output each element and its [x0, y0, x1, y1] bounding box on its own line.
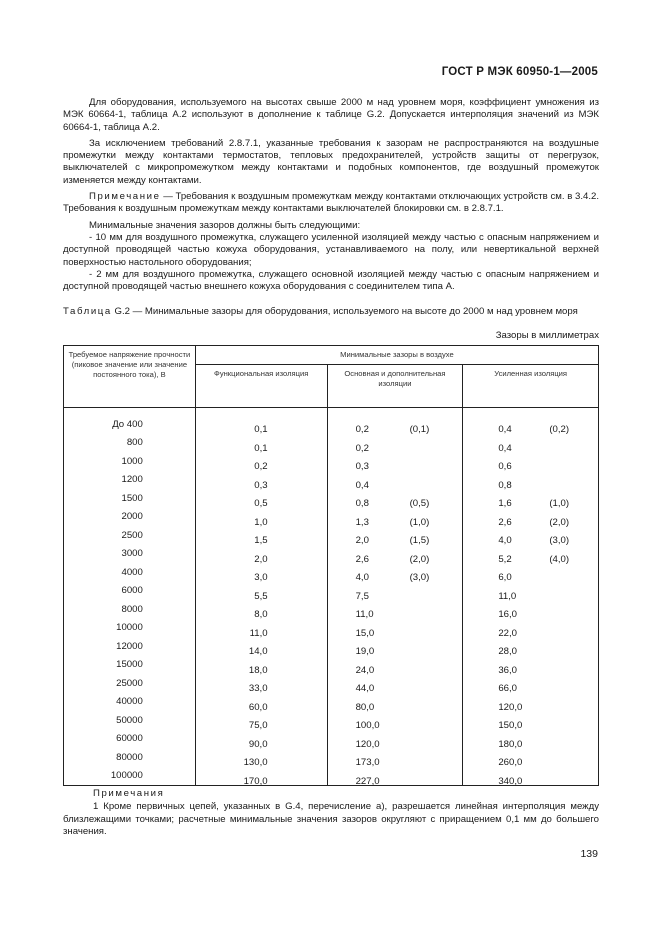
basic-cell	[327, 526, 463, 545]
reinforced-value: 180,0	[498, 738, 523, 750]
reinforced-value: 11,0	[498, 590, 517, 602]
functional-value: 0,3	[254, 479, 268, 491]
voltage-cell: 12000	[64, 637, 196, 656]
voltage-cell: 50000	[64, 711, 196, 730]
basic-cell	[327, 408, 463, 434]
functional-value: 0,2	[254, 461, 268, 473]
page-number: 139	[580, 848, 598, 860]
functional-value: 60,0	[248, 701, 268, 713]
basic-value: 0,2	[355, 424, 369, 436]
reinforced-cell	[463, 489, 599, 508]
reinforced-cell	[463, 526, 599, 545]
basic-cell	[327, 508, 463, 527]
functional-value: 8,0	[254, 609, 268, 621]
header-reinforced: Усиленная изоляция	[463, 365, 599, 408]
functional-value: 18,0	[248, 664, 268, 676]
functional-cell	[195, 471, 327, 490]
reinforced-cell	[463, 471, 599, 490]
reinforced-cell	[463, 619, 599, 638]
functional-cell	[195, 545, 327, 564]
basic-value: 0,4	[355, 479, 369, 491]
functional-cell	[195, 452, 327, 471]
reinforced-value: 120,0	[498, 701, 523, 713]
basic-alt-value: (0,5)	[409, 498, 430, 510]
table-row	[64, 582, 599, 601]
reinforced-value: 0,4	[498, 424, 512, 436]
paragraph-exceptions: За исключением требований 2.8.7.1, указанные требования к зазорам не распространяются на воздушные промежутки между контактами термостатов, тепловых предохранителей, устройств защиты от перегрузок, выключателей с микропромежутком между контактами и подобных компонентов, где воздушный промежуток изменяется между контактами.	[63, 137, 599, 186]
paragraph-minimum: Минимальные значения зазоров должны быть следующими:	[89, 219, 361, 231]
note-paragraph	[63, 191, 599, 216]
reinforced-cell	[463, 767, 599, 786]
table-caption-text: G.2 — Минимальные зазоры для оборудования, используемого на высоте до 2000 м над уровнем моря	[111, 306, 578, 317]
document-header: ГОСТ Р МЭК 60950-1—2005	[441, 66, 598, 78]
basic-value: 19,0	[355, 646, 375, 658]
basic-value: 1,3	[355, 516, 369, 528]
basic-value: 4,0	[355, 572, 369, 584]
table-row	[64, 489, 599, 508]
header-basic: Основная и дополнительная изоляции	[327, 365, 463, 408]
voltage-cell: 100000	[64, 767, 196, 786]
reinforced-cell	[463, 656, 599, 675]
basic-cell	[327, 748, 463, 767]
functional-cell	[195, 730, 327, 749]
reinforced-cell	[463, 711, 599, 730]
table-row	[64, 693, 599, 712]
basic-value: 80,0	[355, 701, 375, 713]
functional-cell	[195, 693, 327, 712]
functional-cell	[195, 619, 327, 638]
functional-value: 2,0	[254, 553, 268, 565]
functional-cell	[195, 748, 327, 767]
reinforced-cell	[463, 637, 599, 656]
basic-cell	[327, 545, 463, 564]
table-row	[64, 730, 599, 749]
reinforced-cell	[463, 730, 599, 749]
functional-cell	[195, 582, 327, 601]
voltage-cell: 40000	[64, 693, 196, 712]
note-text: — Требования к воздушным промежуткам между контактами отключающих устройств см. в 3.4.2. Требования к воздушным промежуткам между контактами выключателей блокировки см. в 2.8.7.1.	[63, 191, 599, 215]
basic-alt-value: (0,1)	[409, 424, 430, 436]
reinforced-cell	[463, 408, 599, 434]
voltage-cell: 60000	[64, 730, 196, 749]
functional-cell	[195, 434, 327, 453]
basic-value: 227,0	[355, 775, 380, 787]
basic-cell	[327, 767, 463, 786]
functional-value: 0,1	[254, 442, 268, 454]
basic-cell	[327, 674, 463, 693]
reinforced-cell	[463, 582, 599, 601]
functional-value: 90,0	[248, 738, 268, 750]
table-row	[64, 656, 599, 675]
functional-cell	[195, 563, 327, 582]
basic-cell	[327, 637, 463, 656]
header-functional: Функциональная изоляция	[195, 365, 327, 408]
reinforced-alt-value: (1,0)	[549, 498, 570, 510]
basic-alt-value: (1,0)	[409, 516, 430, 528]
reinforced-value: 66,0	[498, 683, 517, 695]
functional-value: 33,0	[248, 683, 268, 695]
reinforced-alt-value: (3,0)	[549, 535, 570, 547]
table-row	[64, 674, 599, 693]
basic-alt-value: (3,0)	[409, 572, 430, 584]
body-text	[63, 97, 599, 293]
reinforced-cell	[463, 563, 599, 582]
basic-value: 0,2	[355, 442, 369, 454]
basic-value: 0,8	[355, 498, 369, 510]
table-row	[64, 600, 599, 619]
functional-value: 11,0	[249, 627, 268, 639]
basic-value: 11,0	[355, 609, 374, 621]
basic-value: 120,0	[355, 738, 380, 750]
basic-cell	[327, 693, 463, 712]
reinforced-value: 28,0	[498, 646, 517, 658]
reinforced-value: 16,0	[498, 609, 517, 621]
table-units: Зазоры в миллиметрах	[495, 330, 599, 341]
voltage-cell: 4000	[64, 563, 196, 582]
voltage-cell: 15000	[64, 656, 196, 675]
basic-value: 0,3	[355, 461, 369, 473]
functional-cell	[195, 489, 327, 508]
functional-cell	[195, 674, 327, 693]
table-row	[64, 748, 599, 767]
functional-cell	[195, 526, 327, 545]
functional-value: 14,0	[248, 646, 268, 658]
functional-cell	[195, 508, 327, 527]
basic-cell	[327, 452, 463, 471]
list-item-2mm: - 2 мм для воздушного промежутка, служащего основной изоляцией между частью с опасным напряжением и доступной проводящей частью внешнего кожуха оборудования с соединителем типа А.	[63, 268, 599, 293]
reinforced-cell	[463, 434, 599, 453]
table-row	[64, 526, 599, 545]
basic-alt-value: (2,0)	[409, 553, 430, 565]
voltage-cell: До 400	[64, 408, 196, 434]
voltage-cell: 2000	[64, 508, 196, 527]
basic-value: 15,0	[355, 627, 375, 639]
header-voltage: Требуемое напряжение прочности (пиковое значение или значение постоянного тока), В	[64, 346, 196, 408]
functional-value: 0,1	[254, 424, 268, 436]
table-row	[64, 619, 599, 638]
table-row	[64, 637, 599, 656]
reinforced-value: 6,0	[498, 572, 512, 584]
functional-cell	[195, 600, 327, 619]
voltage-cell: 1200	[64, 471, 196, 490]
reinforced-value: 0,8	[498, 479, 512, 491]
functional-value: 130,0	[243, 757, 268, 769]
functional-cell	[195, 637, 327, 656]
basic-alt-value: (1,5)	[409, 535, 430, 547]
basic-cell	[327, 656, 463, 675]
note-label: Примечание	[89, 191, 161, 203]
functional-cell	[195, 711, 327, 730]
basic-value: 24,0	[355, 664, 375, 676]
reinforced-value: 22,0	[498, 627, 517, 639]
functional-value: 75,0	[248, 720, 268, 732]
voltage-cell: 25000	[64, 674, 196, 693]
reinforced-alt-value: (2,0)	[549, 516, 570, 528]
reinforced-cell	[463, 452, 599, 471]
basic-cell	[327, 489, 463, 508]
voltage-cell: 1500	[64, 489, 196, 508]
functional-value: 170,0	[243, 775, 268, 787]
reinforced-value: 5,2	[498, 553, 512, 565]
reinforced-value: 2,6	[498, 516, 512, 528]
basic-cell	[327, 600, 463, 619]
functional-value: 0,5	[254, 498, 268, 510]
basic-cell	[327, 711, 463, 730]
reinforced-alt-value: (4,0)	[549, 553, 570, 565]
basic-value: 100,0	[355, 720, 380, 732]
reinforced-cell	[463, 508, 599, 527]
reinforced-cell	[463, 674, 599, 693]
reinforced-value: 0,6	[498, 461, 512, 473]
table-notes	[63, 788, 599, 839]
table-row	[64, 508, 599, 527]
list-item-10mm: - 10 мм для воздушного промежутка, служащего усиленной изоляцией между частью с опасным напряжением и доступной проводящей частью кожуха оборудования, устанавливаемого на полу, или невертикальной верхней поверхностью настольного оборудования;	[63, 231, 599, 268]
table-row	[64, 452, 599, 471]
table-row	[64, 767, 599, 786]
table-row	[64, 563, 599, 582]
reinforced-value: 150,0	[498, 720, 523, 732]
table-row	[64, 545, 599, 564]
reinforced-value: 260,0	[498, 757, 523, 769]
reinforced-alt-value: (0,2)	[549, 424, 570, 436]
reinforced-value: 1,6	[498, 498, 512, 510]
basic-value: 2,0	[355, 535, 369, 547]
voltage-cell: 3000	[64, 545, 196, 564]
basic-value: 44,0	[355, 683, 375, 695]
voltage-cell: 800	[64, 434, 196, 453]
reinforced-value: 36,0	[498, 664, 517, 676]
reinforced-cell	[463, 748, 599, 767]
voltage-cell: 80000	[64, 748, 196, 767]
functional-cell	[195, 656, 327, 675]
table-row	[64, 408, 599, 434]
voltage-cell: 8000	[64, 600, 196, 619]
functional-value: 1,0	[254, 516, 268, 528]
reinforced-cell	[463, 600, 599, 619]
basic-cell	[327, 619, 463, 638]
reinforced-cell	[463, 545, 599, 564]
functional-value: 3,0	[254, 572, 268, 584]
basic-cell	[327, 434, 463, 453]
voltage-cell: 6000	[64, 582, 196, 601]
basic-value: 173,0	[355, 757, 380, 769]
functional-cell	[195, 408, 327, 434]
voltage-cell: 1000	[64, 452, 196, 471]
paragraph-altitude: Для оборудования, используемого на высотах свыше 2000 м над уровнем моря, коэффициент умножения из МЭК 60664-1, таблица А.2 используют в дополнение к таблице G.2. Допускается интерполяция значений из МЭК 60664-1, таблица А.2.	[63, 97, 599, 133]
table-row	[64, 471, 599, 490]
basic-cell	[327, 582, 463, 601]
functional-cell	[195, 767, 327, 786]
basic-value: 2,6	[355, 553, 369, 565]
basic-value: 7,5	[355, 590, 369, 602]
reinforced-value: 0,4	[498, 442, 512, 454]
basic-cell	[327, 563, 463, 582]
reinforced-value: 340,0	[498, 775, 523, 787]
basic-cell	[327, 471, 463, 490]
functional-value: 5,5	[254, 590, 268, 602]
reinforced-value: 4,0	[498, 535, 512, 547]
basic-cell	[327, 730, 463, 749]
notes-label: Примечания	[93, 788, 165, 799]
voltage-cell: 2500	[64, 526, 196, 545]
clearance-table	[63, 345, 599, 786]
header-min-clearances: Минимальные зазоры в воздухе	[195, 346, 598, 365]
table-row	[64, 434, 599, 453]
voltage-cell: 10000	[64, 619, 196, 638]
table-row	[64, 711, 599, 730]
note-1: 1 Кроме первичных цепей, указанных в G.4, перечисление а), разрешается линейная интерполяция между близлежащими точками; расчетные минимальные значения зазоров округляют с приращением 0,1 мм до большего значения.	[63, 800, 599, 838]
functional-value: 1,5	[254, 535, 268, 547]
reinforced-cell	[463, 693, 599, 712]
table-caption	[63, 306, 599, 318]
table-caption-label: Таблица	[63, 306, 112, 317]
